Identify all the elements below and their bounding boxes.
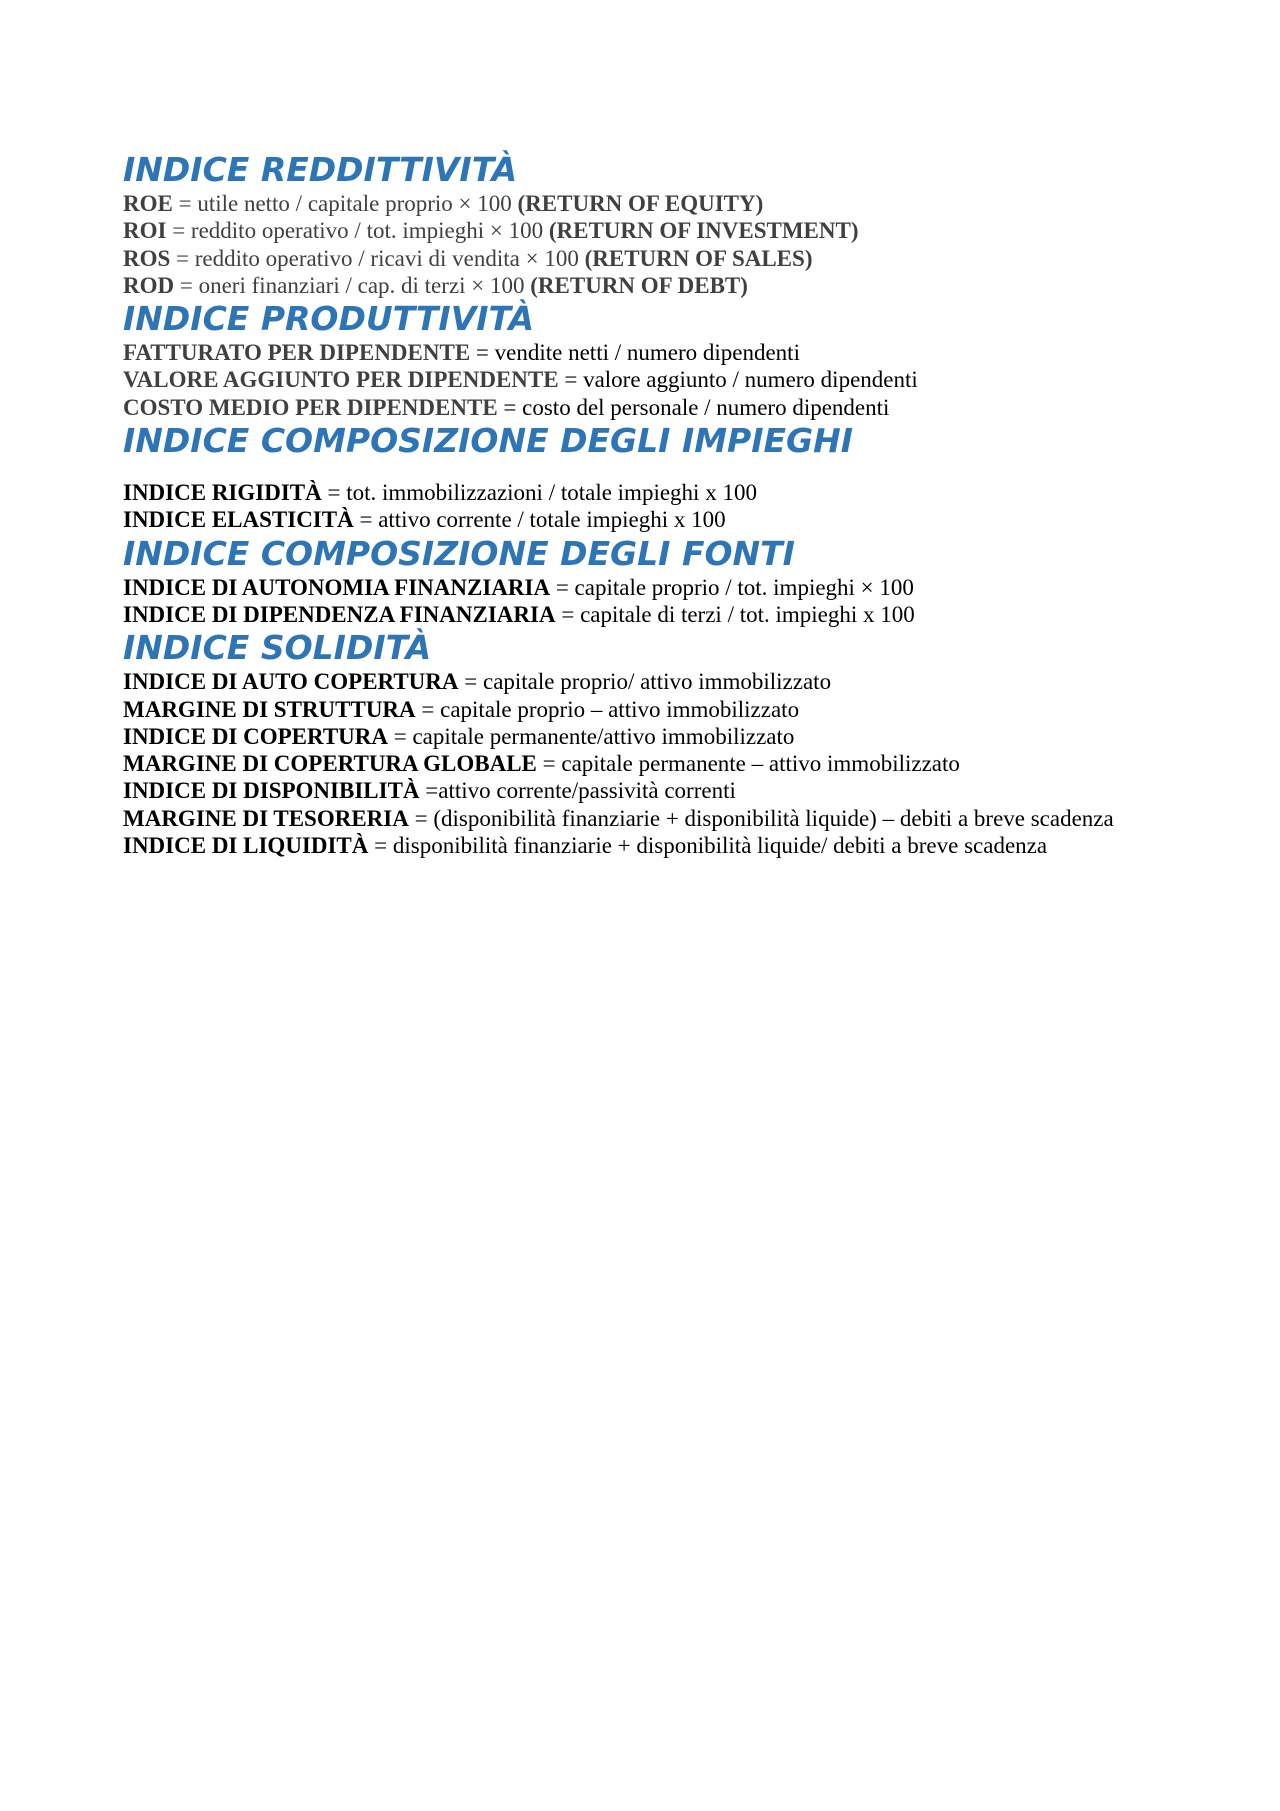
formula-line (123, 339, 1243, 366)
document-page (123, 150, 1243, 859)
formula-text: = oneri finanziari / cap. di terzi × 100 (174, 272, 531, 298)
formula-text: = disponibilità finanziarie + disponibilità liquide/ debiti a breve scadenza (368, 833, 1048, 859)
formula-line (123, 394, 1243, 421)
section-title-redditivita: INDICE REDDITTIVITÀ (123, 150, 518, 189)
formula-term: ROD (123, 272, 175, 298)
formula-text: = capitale permanente – attivo immobilizzato (536, 751, 960, 777)
formula-term: ROE (123, 191, 173, 216)
formula-text: = vendite netti / numero dipendenti (470, 340, 800, 366)
section-title-composizione-impieghi: INDICE COMPOSIZIONE DEGLI IMPIEGHI (123, 421, 854, 461)
formula-line (123, 245, 1243, 272)
formula-term: MARGINE DI COPERTURA GLOBALE (123, 751, 537, 777)
formula-line (123, 696, 1243, 723)
section-body-redditivita (123, 190, 1243, 299)
formula-line (123, 366, 1243, 393)
formula-text: = valore aggiunto / numero dipendenti (558, 367, 918, 393)
formula-line (123, 668, 1243, 695)
formula-term: INDICE ELASTICITÀ (123, 507, 354, 533)
section-title-produttivita: INDICE PRODUTTIVITÀ (123, 299, 535, 339)
section-title-solidita: INDICE SOLIDITÀ (123, 628, 432, 668)
formula-line (123, 750, 1243, 777)
formula-term: MARGINE DI TESORERIA (123, 805, 409, 831)
formula-line (123, 601, 1243, 628)
section-title-composizione-fonti: INDICE COMPOSIZIONE DEGLI FONTI (123, 533, 795, 573)
formula-text: = capitale proprio/ attivo immobilizzato (458, 669, 832, 695)
formula-term: ROI (123, 218, 167, 244)
formula-line (123, 574, 1243, 601)
formula-term: INDICE DI AUTO COPERTURA (123, 669, 459, 695)
formula-term: INDICE DI DIPENDENZA FINANZIARIA (123, 601, 556, 627)
formula-text: = capitale proprio / tot. impieghi × 100 (550, 574, 914, 600)
formula-line (123, 777, 1243, 804)
formula-text: = capitale di terzi / tot. impieghi x 100 (555, 601, 915, 627)
formula-line (123, 832, 1243, 859)
formula-text: = attivo corrente / totale impieghi x 100 (353, 507, 726, 533)
formula-text: = tot. immobilizzazioni / totale impieghi x 100 (321, 480, 757, 506)
formula-term: VALORE AGGIUNTO PER DIPENDENTE (123, 367, 559, 393)
formula-term: INDICE DI COPERTURA (123, 723, 388, 749)
formula-term: INDICE DI LIQUIDITÀ (123, 833, 369, 859)
formula-line (123, 479, 1243, 506)
formula-text: = reddito operativo / ricavi di vendita × 100 (170, 245, 585, 271)
formula-line (123, 217, 1243, 244)
formula-text: = (disponibilità finanziarie + disponibilità liquide) – debiti a breve scadenza (408, 805, 1114, 831)
formula-text: =attivo corrente/passività correnti (419, 778, 736, 804)
formula-text: = capitale permanente/attivo immobilizzato (388, 723, 795, 749)
formula-line (123, 805, 1243, 832)
formula-text: = reddito operativo / tot. impieghi × 100 (166, 218, 549, 244)
section-body-composizione-impieghi (123, 479, 1243, 534)
formula-term: INDICE DI AUTONOMIA FINANZIARIA (123, 574, 551, 600)
formula-term: MARGINE DI STRUTTURA (123, 696, 416, 722)
formula-line (123, 190, 1243, 217)
formula-term: INDICE RIGIDITÀ (123, 480, 322, 506)
formula-line (123, 506, 1243, 533)
formula-term: FATTURATO PER DIPENDENTE (123, 340, 471, 366)
section-body-composizione-fonti (123, 574, 1243, 629)
formula-suffix: (RETURN OF INVESTMENT) (548, 218, 859, 244)
formula-text: = utile netto / capitale proprio × 100 (172, 191, 518, 216)
formula-term: COSTO MEDIO PER DIPENDENTE (123, 394, 498, 420)
section-body-solidita (123, 668, 1243, 859)
section-body-produttivita (123, 339, 1243, 421)
formula-line (123, 272, 1243, 299)
formula-text: = costo del personale / numero dipendenti (497, 394, 890, 420)
formula-term: INDICE DI DISPONIBILITÀ (123, 778, 420, 804)
formula-suffix: (RETURN OF EQUITY) (517, 191, 764, 216)
formula-term: ROS (123, 245, 171, 271)
formula-text: = capitale proprio – attivo immobilizzato (415, 696, 800, 722)
formula-suffix: (RETURN OF SALES) (584, 245, 813, 271)
formula-line (123, 723, 1243, 750)
formula-suffix: (RETURN OF DEBT) (530, 272, 748, 298)
